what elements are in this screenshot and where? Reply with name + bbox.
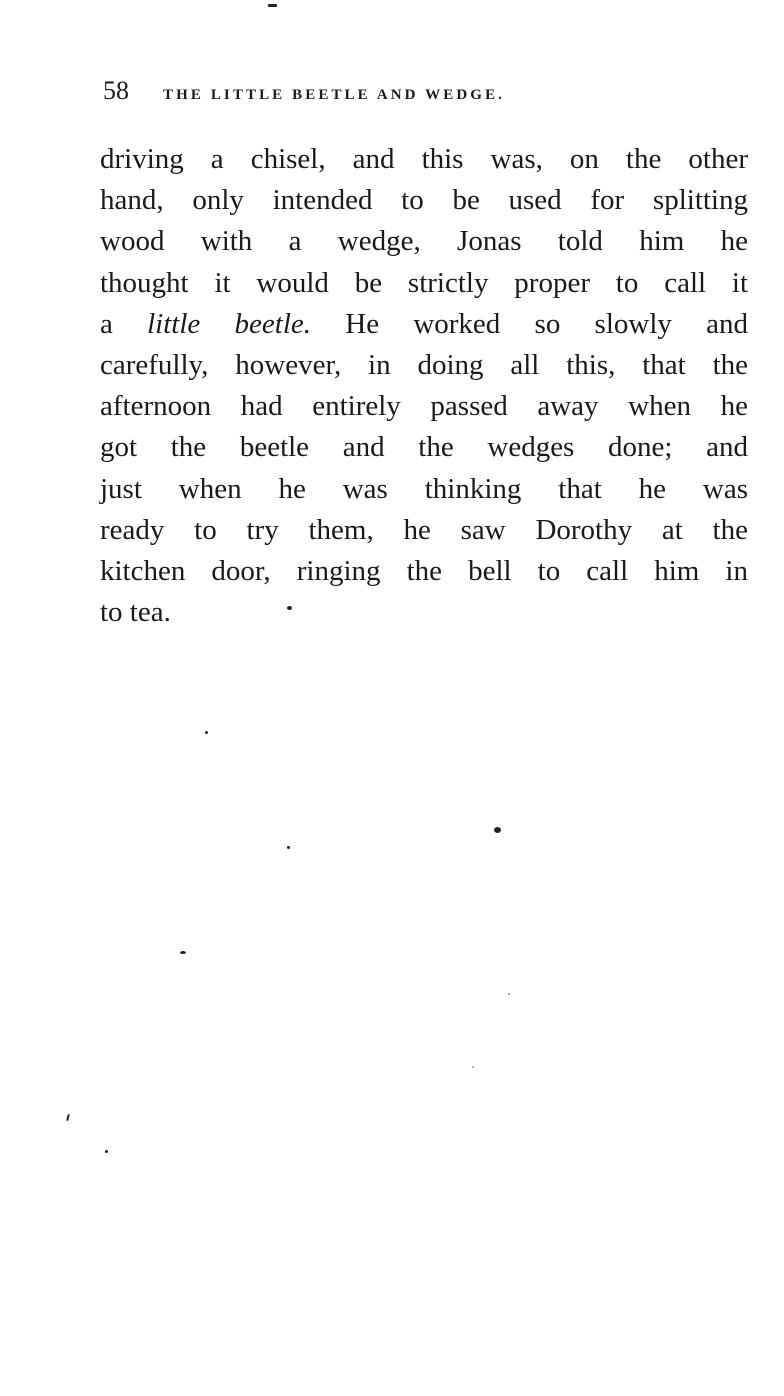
scan-speck	[508, 993, 510, 995]
text-line: just when he was thinking that he was	[100, 472, 748, 505]
text-line: kitchen door, ringing the bell to call him in	[100, 554, 748, 587]
scan-speck	[287, 846, 290, 849]
scan-speck	[494, 827, 501, 833]
text-line: carefully, however, in doing all this, that the	[100, 348, 748, 381]
italic-phrase: little beetle.	[147, 307, 312, 340]
body-paragraph	[100, 139, 748, 633]
text-line: hand, only intended to be used for splitting	[100, 184, 748, 217]
text-line: afternoon had entirely passed away when he	[100, 390, 748, 423]
text-line: thought it would be strictly proper to call it	[100, 266, 748, 299]
scan-speck	[472, 1066, 474, 1068]
running-title: THE LITTLE BEETLE AND WEDGE.	[163, 87, 506, 103]
scan-speck	[66, 1114, 70, 1121]
text-line: got the beetle and the wedges done; and	[100, 431, 748, 464]
scan-speck	[105, 1150, 108, 1153]
page-number: 58	[103, 76, 129, 105]
text-line	[100, 304, 748, 345]
page-header	[103, 76, 748, 112]
text-line: ready to try them, he saw Dorothy at the	[100, 513, 748, 546]
text-line: to tea.	[100, 596, 171, 629]
text-line: driving a chisel, and this was, on the other	[100, 143, 748, 175]
text-line: wood with a wedge, Jonas told him he	[100, 225, 748, 258]
text-line-prefix: a	[100, 307, 113, 340]
scan-speck	[268, 4, 277, 7]
scan-speck	[287, 606, 292, 610]
scan-speck	[205, 731, 208, 734]
text-line-rest: He worked so slowly and	[345, 307, 749, 340]
scan-speck	[180, 951, 186, 954]
